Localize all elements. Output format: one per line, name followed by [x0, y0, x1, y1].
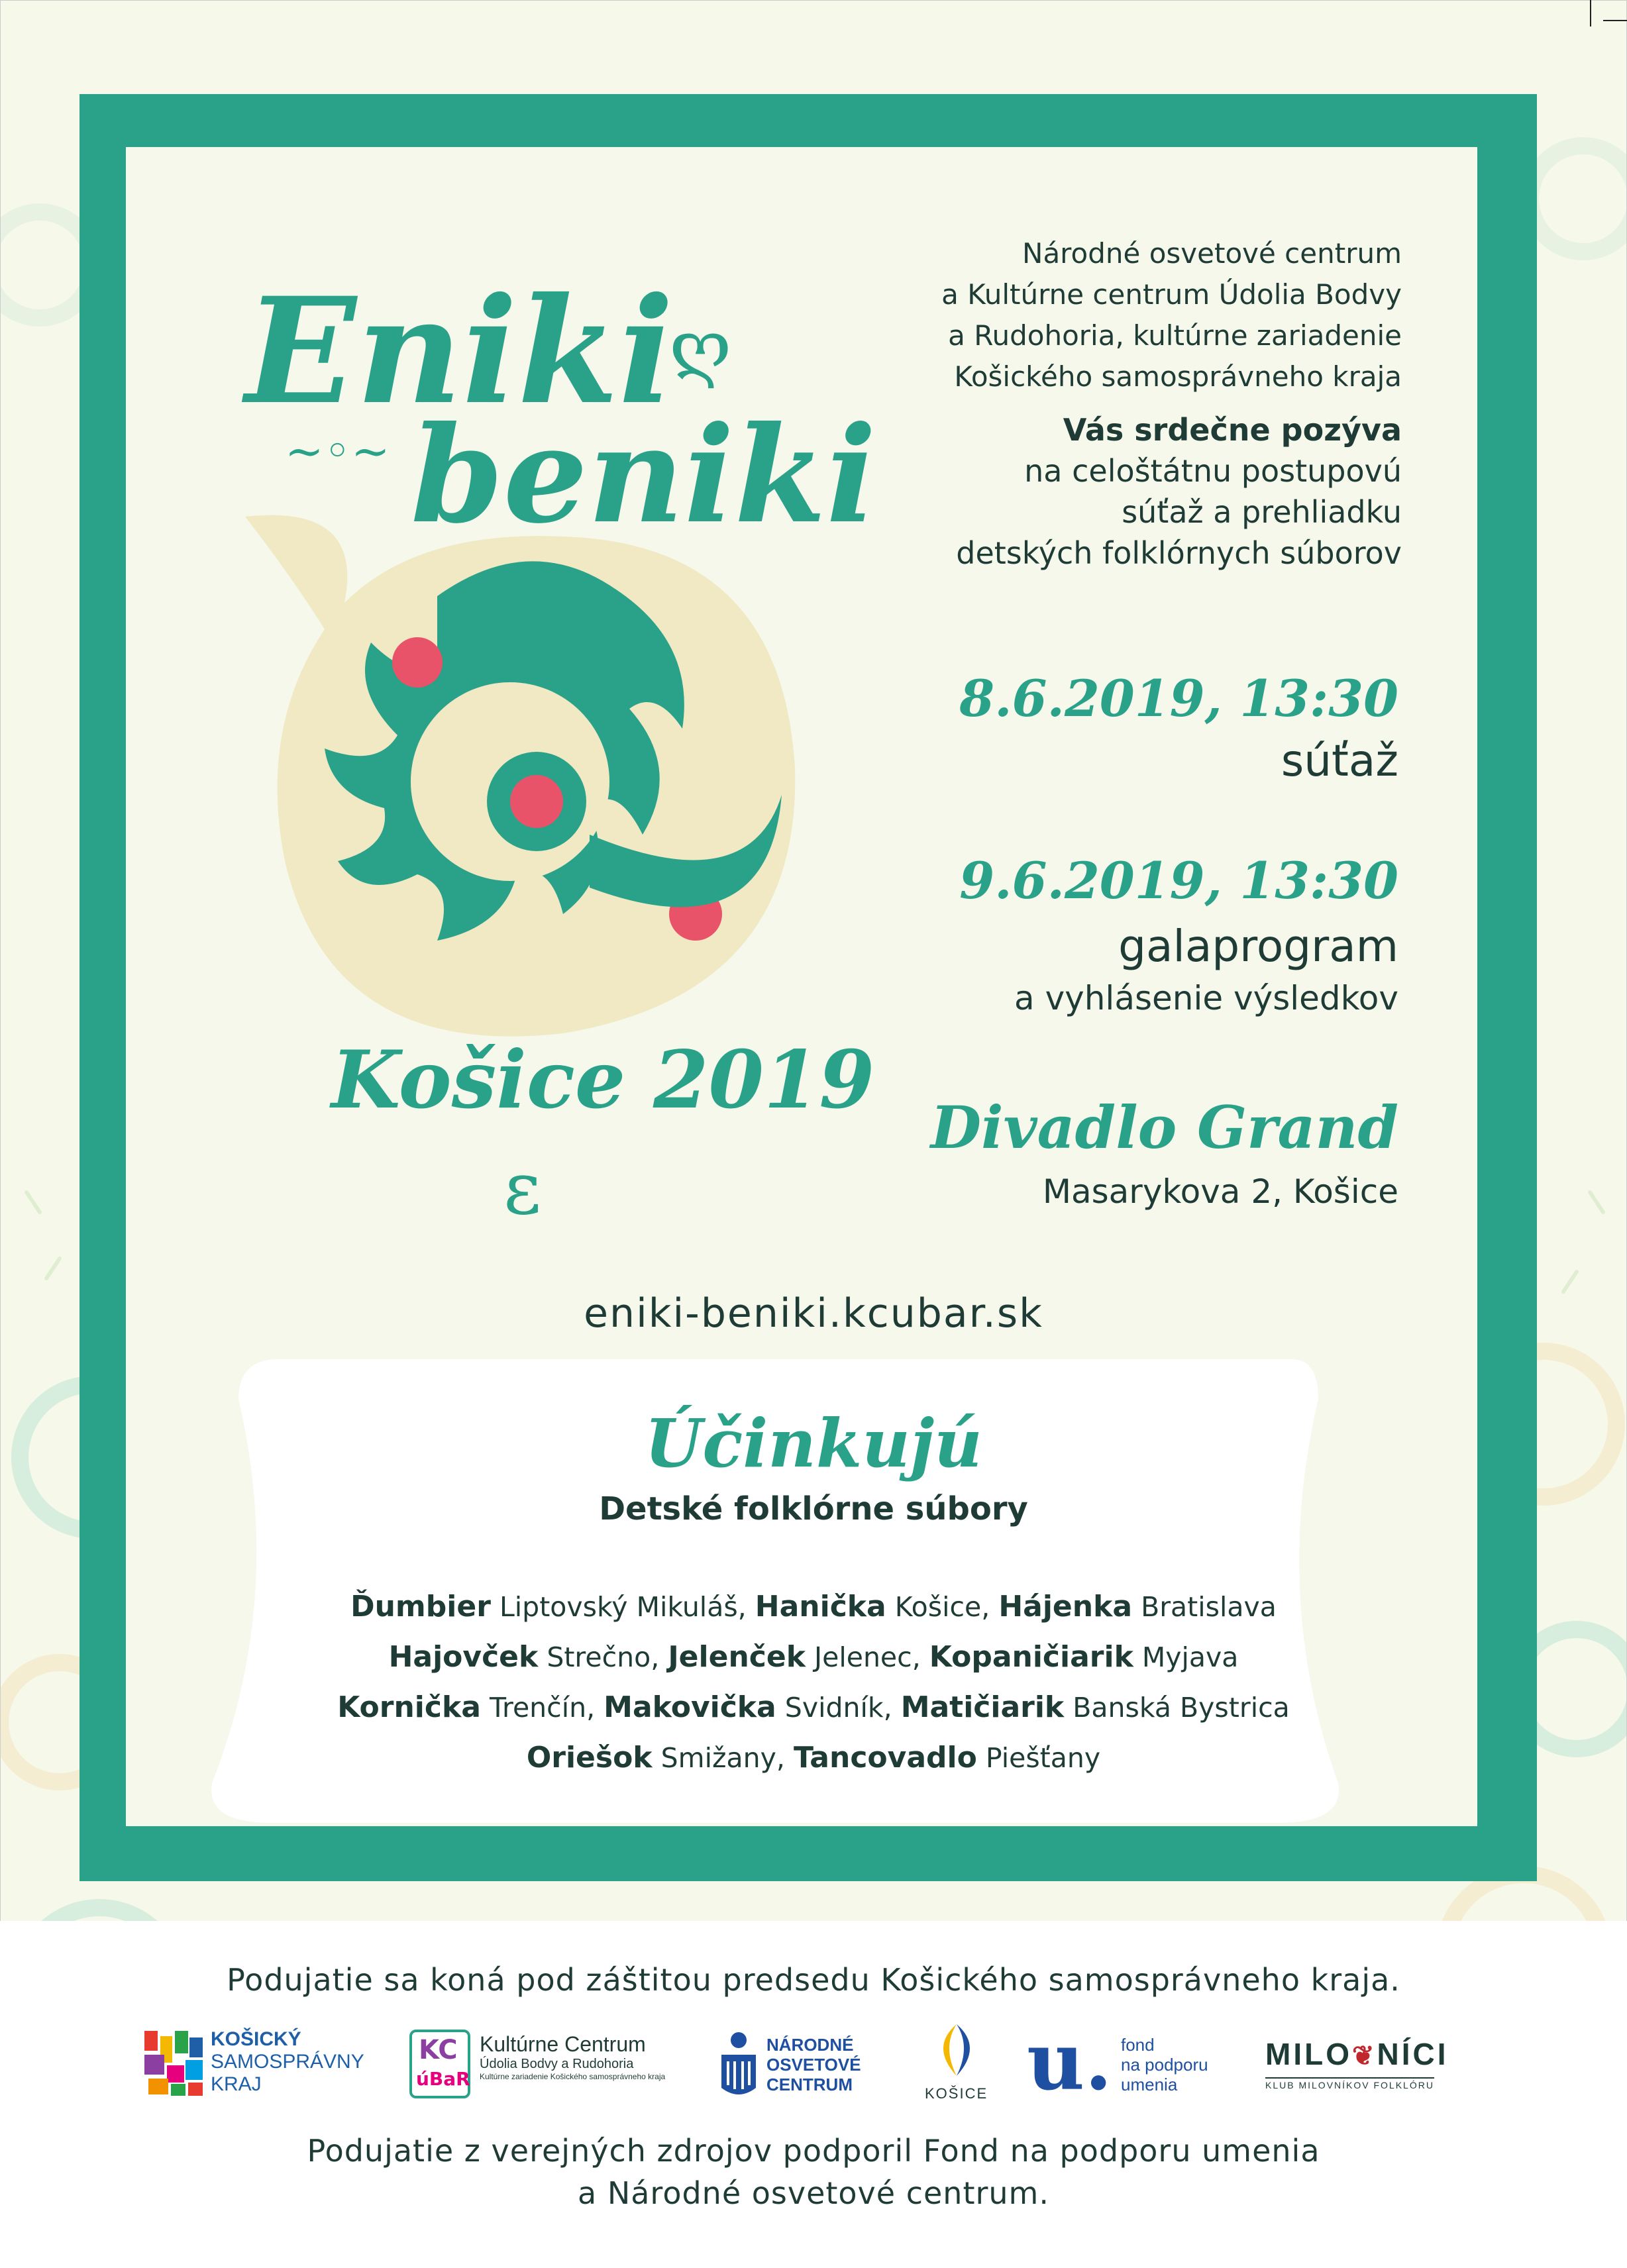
- ensemble-name: Hájenka: [998, 1590, 1133, 1624]
- poster-title-line-2: beniki: [411, 397, 877, 553]
- organizer-line: Národné osvetové centrum: [1022, 237, 1402, 270]
- city-year-label: Košice 2019: [331, 1033, 875, 1127]
- kcubar-logo-text: Kultúrne zariadenie Košického samosprávneho kraja: [480, 2072, 666, 2081]
- funding-line: Podujatie z verejných zdrojov podporil Fond na podporu umenia: [307, 2133, 1320, 2169]
- venue-name: Divadlo Grand: [930, 1093, 1398, 1162]
- noc-logo-text: OSVETOVÉ: [766, 2055, 861, 2075]
- ksk-logo-text: SAMOSPRÁVNY: [211, 2051, 364, 2073]
- event-label: súťaž: [1281, 735, 1398, 786]
- ensemble-name: Kopaničiarik: [929, 1640, 1133, 1674]
- swirl-ornament-icon: ღ: [669, 305, 732, 389]
- ensemble-name: Ďumbier: [350, 1590, 491, 1624]
- noc-emblem-icon: [719, 2028, 759, 2101]
- patronage-text: Podujatie sa koná pod záštitou predsedu Košického samosprávneho kraja.: [227, 1962, 1400, 1998]
- crop-mark: [1590, 0, 1591, 26]
- kosice-logo: [921, 2027, 994, 2106]
- invitation-line: súťaž a prehliadku: [1122, 494, 1402, 530]
- ensemble-row: [0, 1682, 1627, 1733]
- kcubar-mark-text: KC: [419, 2035, 458, 2065]
- fpu-logo-text: na podporu: [1121, 2055, 1208, 2075]
- ensemble-place: Strečno,: [547, 1641, 660, 1673]
- ensemble-place: Banská Bystrica: [1073, 1692, 1290, 1724]
- event-label: galaprogram: [1118, 921, 1398, 972]
- kcubar-logo-text: Kultúrne Centrum: [480, 2032, 646, 2056]
- kcubar-logo: [409, 2027, 688, 2106]
- ensemble-place: Svidník,: [784, 1692, 892, 1724]
- ensemble-place: Košice,: [894, 1591, 990, 1623]
- event-datetime: 8.6.2019, 13:30: [959, 669, 1398, 728]
- organizers-text: [941, 233, 1402, 397]
- ensemble-name: Matičiarik: [900, 1690, 1065, 1724]
- ensemble-place: Trenčín,: [489, 1692, 596, 1724]
- ksk-logo: [144, 2027, 370, 2106]
- milovnici-logo: [1265, 2027, 1484, 2106]
- event-datetime: 9.6.2019, 13:30: [959, 851, 1398, 910]
- fpu-emblem-icon: u.: [1027, 2015, 1113, 2108]
- poster-title-line-1: Eniki: [245, 265, 674, 437]
- ensemble-name: Makovička: [604, 1690, 776, 1724]
- fpu-logo: [1027, 2015, 1226, 2108]
- heart-icon: ❦: [1351, 2041, 1377, 2071]
- ensemble-place: Bratislava: [1141, 1591, 1277, 1623]
- swirl-ornament-icon: ~◦~: [285, 424, 390, 478]
- event-sublabel: a vyhlásenie výsledkov: [1014, 979, 1398, 1017]
- ensemble-name: Kornička: [337, 1690, 481, 1724]
- ensemble-place: Liptovský Mikuláš,: [499, 1591, 747, 1623]
- website-link[interactable]: eniki-beniki.kcubar.sk: [584, 1290, 1043, 1337]
- venue-address: Masarykova 2, Košice: [1042, 1172, 1398, 1211]
- ksk-emblem-icon: [144, 2031, 204, 2097]
- ksk-logo-text: KOŠICKÝ: [211, 2028, 301, 2050]
- crop-mark: [1603, 20, 1627, 21]
- kcubar-mark-text: úBaR: [416, 2068, 470, 2090]
- ensemble-place: Jelenec,: [814, 1641, 921, 1673]
- noc-logo-text: CENTRUM: [766, 2075, 853, 2094]
- milovnici-logo-text-part: NÍCI: [1377, 2037, 1449, 2071]
- invitation-text: [956, 409, 1402, 574]
- cast-title: Účinkujú: [645, 1404, 982, 1482]
- ensemble-row: [0, 1632, 1627, 1682]
- organizer-line: Košického samosprávneho kraja: [954, 360, 1402, 393]
- kcubar-emblem-icon: [409, 2030, 470, 2098]
- swirl-ornament-icon: ɛ: [503, 1146, 541, 1231]
- kcubar-logo-text: Údolia Bodvy a Rudohoria: [480, 2057, 634, 2071]
- ensemble-name: Jelenček: [668, 1640, 806, 1674]
- fpu-logo-text: fond: [1121, 2035, 1155, 2055]
- fpu-logo-text: umenia: [1121, 2075, 1178, 2094]
- folk-flower-emblem: [219, 490, 815, 1060]
- ensemble-row: [0, 1582, 1627, 1632]
- ensemble-place: Smižany,: [660, 1742, 785, 1774]
- kosice-logo-text: KOŠICE: [925, 2085, 988, 2102]
- invitation-line: na celoštátnu postupovú: [1024, 453, 1402, 489]
- ensemble-name: Hajovček: [388, 1640, 539, 1674]
- funding-text: [0, 2130, 1627, 2214]
- invitation-headline: Vás srdečne pozýva: [1063, 412, 1402, 448]
- milovnici-logo-subtext: KLUB MILOVNÍKOV FOLKLÓRU: [1265, 2077, 1434, 2090]
- ensemble-name: Tancovadlo: [793, 1741, 977, 1775]
- milovnici-logo-text: [1265, 2036, 1449, 2072]
- ksk-logo-text: KRAJ: [211, 2073, 262, 2095]
- ensemble-name: Oriešok: [526, 1741, 653, 1775]
- invitation-line: detských folklórnych súborov: [956, 535, 1402, 571]
- kosice-emblem-icon: [930, 2020, 983, 2080]
- noc-logo-text: NÁRODNÉ: [766, 2035, 854, 2055]
- ensemble-place: Piešťany: [985, 1742, 1101, 1774]
- milovnici-logo-text-part: MILO: [1265, 2037, 1352, 2071]
- funding-line: a Národné osvetové centrum.: [578, 2175, 1049, 2211]
- ensemble-row: [0, 1733, 1627, 1783]
- organizer-line: a Kultúrne centrum Údolia Bodvy: [941, 278, 1402, 311]
- ensemble-name: Hanička: [755, 1590, 886, 1624]
- cast-subtitle: Detské folklórne súbory: [599, 1490, 1028, 1527]
- organizer-line: a Rudohoria, kultúrne zariadenie: [948, 319, 1402, 352]
- noc-logo: [719, 2027, 891, 2106]
- ensemble-place: Myjava: [1141, 1641, 1239, 1673]
- ensemble-list: [0, 1582, 1627, 1783]
